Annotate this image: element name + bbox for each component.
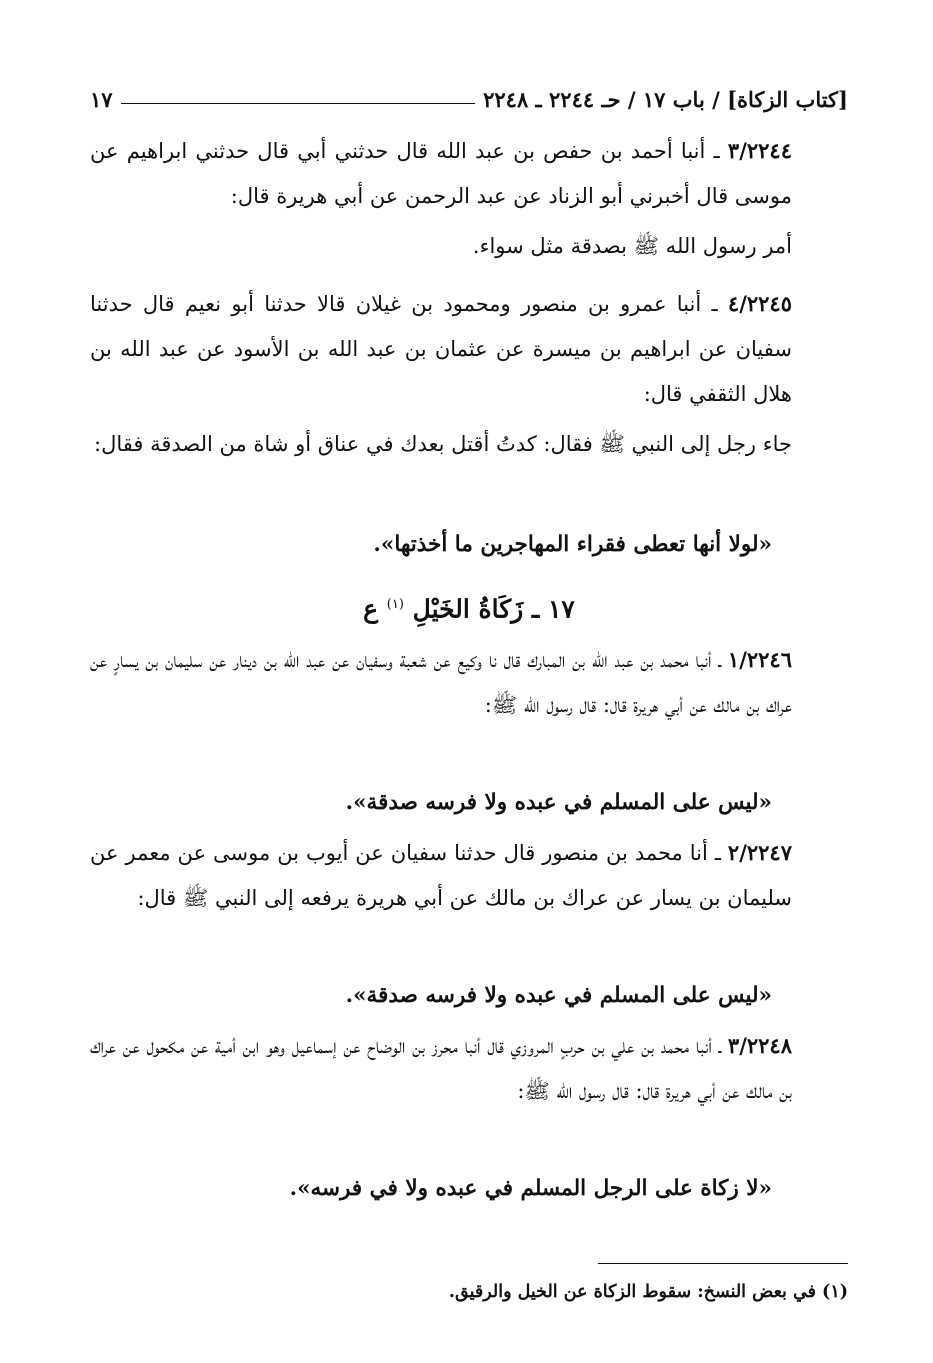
header-book-chapter: [كتاب الزكاة] / باب ١٧ / حـ ٢٢٤٤ ـ ٢٢٤٨	[483, 87, 848, 112]
hadith-chain: ـ أنبا عمرو بن منصور ومحمود بن غيلان قالا حدثنا أبو نعيم قال حدثنا سفيان عن ابراهيم بن ميسرة عن عثمان بن عبد الله بن الأسود عن عبد الله بن هلال الثقفي قال:	[90, 292, 792, 406]
hadith-chain: ـ أنبا محمد بن علي بن حربٍ المروزي قال أنبا محرز بن الوضاح عن إسماعيل وهو ابن أمية عن مكحول عن عراك بن مالك عن أبي هريرة قال: قال رسول الله ﷺ:	[90, 1034, 792, 1103]
hadith-2248-quote: «لا زكاة على الرجل المسلم في عبده ولا في فرسه».	[289, 1176, 772, 1201]
running-header	[90, 78, 848, 112]
footnote: (١) في بعض النسخ: سقوط الزكاة عن الخيل والرقيق.	[448, 1282, 848, 1302]
hadith-2248-isnad	[90, 1023, 848, 1114]
page-number: ١٧	[90, 87, 113, 112]
hadith-number: ٣/٢٢٤٨	[727, 1033, 792, 1058]
section-trailing-mark: ﻉ	[363, 594, 379, 624]
hadith-chain: ـ أنبا أحمد بن حفص بن عبد الله قال حدثني أبي قال حدثني ابراهيم عن موسى قال أخبرني أبو الزناد عن عبد الرحمن عن أبي هريرة قال:	[90, 139, 792, 208]
section-heading	[90, 582, 848, 631]
hadith-number: ٢/٢٢٤٧	[727, 840, 792, 865]
hadith-2244-matn: أمر رسول الله ﷺ بصدقة مثل سواء.	[472, 234, 792, 258]
hadith-2247-quote: «ليس على المسلم في عبده ولا فرسه صدقة».	[345, 983, 772, 1008]
hadith-2244-isnad	[90, 128, 848, 219]
header-rule	[121, 103, 476, 104]
hadith-2245-quote: «لولا أنها تعطى فقراء المهاجرين ما أخذتها».	[373, 532, 772, 557]
hadith-number: ٣/٢٢٤٤	[727, 138, 792, 163]
hadith-2246-isnad	[90, 637, 848, 728]
hadith-chain: ـ أنا محمد بن منصور قال حدثنا سفيان عن أيوب بن موسى عن معمر عن سليمان بن يسار عن عراك بن مالك عن أبي هريرة يرفعه إلى النبي ﷺ قال:	[90, 841, 792, 910]
hadith-2247-isnad	[90, 830, 848, 921]
section-title: ١٧ ـ زَكَاةُ الخَيْلِ	[412, 594, 575, 624]
hadith-number: ١/٢٢٤٦	[727, 647, 792, 672]
book-page	[90, 0, 848, 1363]
hadith-2245-isnad	[90, 281, 848, 417]
hadith-2245-matn: جاء رجل إلى النبي ﷺ فقال: كدتُ أقتل بعدك في عناق أو شاة من الصدقة فقال:	[94, 432, 792, 456]
hadith-number: ٤/٢٢٤٥	[727, 291, 792, 316]
footnote-rule	[598, 1263, 848, 1264]
hadith-chain: ـ أنبا محمد بن عبد الله بن المبارك قال نا وكيع عن شعبة وسفيان عن عبد الله بن دينار عن سليمان بن يسارٍ عن عراك بن مالك عن أبي هريرة قال: قال رسول الله ﷺ:	[90, 648, 792, 717]
hadith-2246-quote: «ليس على المسلم في عبده ولا فرسه صدقة».	[345, 790, 772, 815]
footnote-marker: (١)	[386, 597, 404, 612]
